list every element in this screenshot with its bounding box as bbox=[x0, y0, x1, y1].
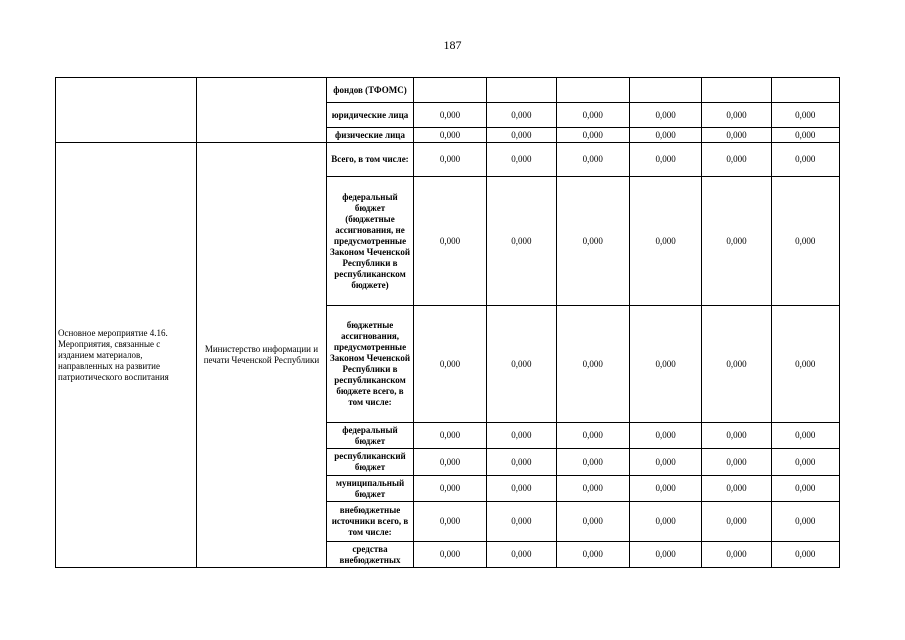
value-cell: 0,000 bbox=[556, 143, 629, 177]
empty-executor-cell bbox=[196, 78, 326, 143]
value-cell: 0,000 bbox=[413, 423, 486, 449]
funding-source-cell: Всего, в том числе: bbox=[327, 143, 414, 177]
value-cell: 0,000 bbox=[771, 306, 839, 423]
executor-cell: Министерство информации и печати Чеченской Республики bbox=[196, 143, 326, 568]
value-cell: 0,000 bbox=[487, 143, 556, 177]
value-cell: 0,000 bbox=[702, 423, 771, 449]
value-cell: 0,000 bbox=[556, 128, 629, 143]
value-cell: 0,000 bbox=[487, 103, 556, 128]
value-cell: 0,000 bbox=[413, 177, 486, 306]
funding-table bbox=[55, 77, 840, 568]
value-cell: 0,000 bbox=[629, 502, 701, 542]
value-cell: 0,000 bbox=[702, 449, 771, 476]
value-cell: 0,000 bbox=[629, 423, 701, 449]
value-cell: 0,000 bbox=[629, 306, 701, 423]
value-cell: 0,000 bbox=[487, 476, 556, 502]
value-cell: 0,000 bbox=[702, 128, 771, 143]
funding-source-cell: федеральный бюджет bbox=[327, 423, 414, 449]
value-cell: 0,000 bbox=[487, 128, 556, 143]
value-cell: 0,000 bbox=[413, 502, 486, 542]
value-cell: 0,000 bbox=[702, 306, 771, 423]
value-cell: 0,000 bbox=[413, 449, 486, 476]
value-cell: 0,000 bbox=[771, 177, 839, 306]
value-cell: 0,000 bbox=[487, 306, 556, 423]
value-cell: 0,000 bbox=[702, 143, 771, 177]
value-cell: 0,000 bbox=[771, 143, 839, 177]
funding-source-cell: средства внебюджетных bbox=[327, 542, 414, 568]
value-cell: 0,000 bbox=[702, 542, 771, 568]
value-cell: 0,000 bbox=[556, 423, 629, 449]
value-cell: 0,000 bbox=[487, 177, 556, 306]
value-cell: 0,000 bbox=[556, 449, 629, 476]
value-cell: 0,000 bbox=[771, 103, 839, 128]
value-cell: 0,000 bbox=[413, 103, 486, 128]
funding-source-cell: юридические лица bbox=[327, 103, 414, 128]
value-cell: 0,000 bbox=[702, 177, 771, 306]
value-cell bbox=[413, 78, 486, 103]
value-cell: 0,000 bbox=[556, 542, 629, 568]
value-cell: 0,000 bbox=[556, 177, 629, 306]
empty-event-cell bbox=[56, 78, 197, 143]
value-cell: 0,000 bbox=[629, 143, 701, 177]
value-cell: 0,000 bbox=[413, 476, 486, 502]
value-cell: 0,000 bbox=[771, 423, 839, 449]
value-cell: 0,000 bbox=[556, 476, 629, 502]
table-row bbox=[56, 143, 840, 177]
page-number: 187 bbox=[443, 38, 462, 52]
funding-source-cell: бюджетные ассигнования, предусмотренные Законом Чеченской Республики в республиканском бюджете всего, в том числе: bbox=[327, 306, 414, 423]
value-cell: 0,000 bbox=[556, 502, 629, 542]
value-cell: 0,000 bbox=[487, 423, 556, 449]
funding-source-cell: муниципальный бюджет bbox=[327, 476, 414, 502]
value-cell: 0,000 bbox=[771, 128, 839, 143]
value-cell: 0,000 bbox=[702, 502, 771, 542]
value-cell: 0,000 bbox=[629, 449, 701, 476]
value-cell bbox=[702, 78, 771, 103]
value-cell: 0,000 bbox=[413, 542, 486, 568]
value-cell: 0,000 bbox=[413, 306, 486, 423]
funding-source-cell: республиканский бюджет bbox=[327, 449, 414, 476]
value-cell: 0,000 bbox=[413, 143, 486, 177]
value-cell: 0,000 bbox=[771, 502, 839, 542]
funding-source-cell: внебюджетные источники всего, в том числе: bbox=[327, 502, 414, 542]
value-cell: 0,000 bbox=[413, 128, 486, 143]
value-cell: 0,000 bbox=[771, 542, 839, 568]
value-cell: 0,000 bbox=[629, 476, 701, 502]
table-row bbox=[56, 78, 840, 103]
value-cell: 0,000 bbox=[556, 306, 629, 423]
value-cell: 0,000 bbox=[629, 177, 701, 306]
value-cell: 0,000 bbox=[629, 103, 701, 128]
value-cell: 0,000 bbox=[487, 449, 556, 476]
event-name-cell: Основное мероприятие 4.16. Мероприятия, связанные с изданием материалов, направленных на развитие патриотического воспитания bbox=[56, 143, 197, 568]
value-cell: 0,000 bbox=[702, 103, 771, 128]
funding-source-cell: физические лица bbox=[327, 128, 414, 143]
value-cell bbox=[487, 78, 556, 103]
value-cell: 0,000 bbox=[771, 449, 839, 476]
value-cell: 0,000 bbox=[629, 542, 701, 568]
value-cell: 0,000 bbox=[771, 476, 839, 502]
value-cell bbox=[629, 78, 701, 103]
value-cell: 0,000 bbox=[702, 476, 771, 502]
value-cell: 0,000 bbox=[629, 128, 701, 143]
value-cell bbox=[556, 78, 629, 103]
value-cell: 0,000 bbox=[487, 542, 556, 568]
value-cell: 0,000 bbox=[556, 103, 629, 128]
value-cell bbox=[771, 78, 839, 103]
funding-source-cell: фондов (ТФОМС) bbox=[327, 78, 414, 103]
value-cell: 0,000 bbox=[487, 502, 556, 542]
funding-source-cell: федеральный бюджет (бюджетные ассигнования, не предусмотренные Законом Чеченской Республики в республиканском бюджете) bbox=[327, 177, 414, 306]
